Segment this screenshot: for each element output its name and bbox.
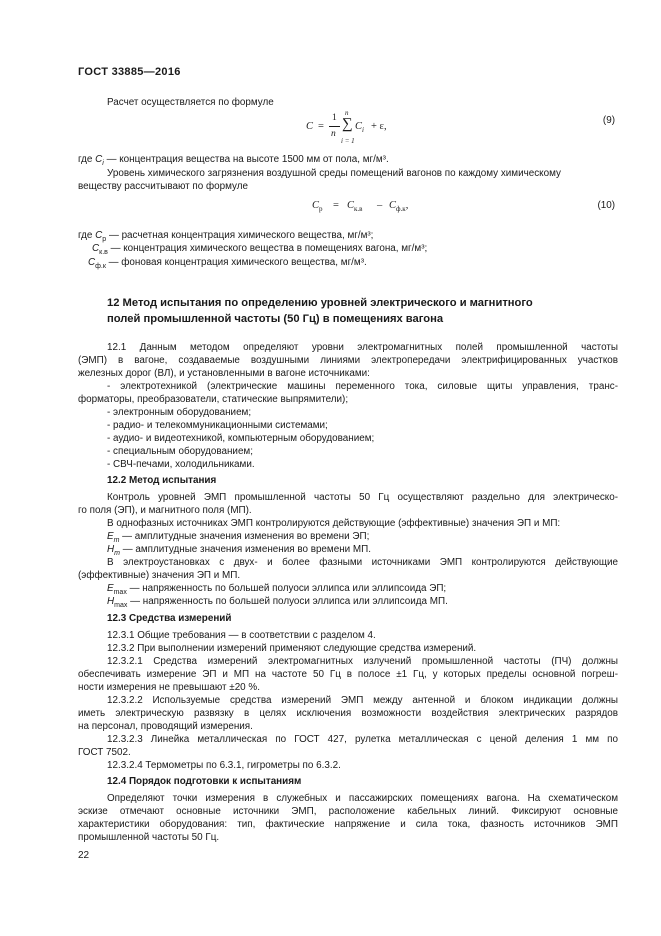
subsection-12-3-title: 12.3 Средства измерений: [107, 613, 232, 624]
formula-lead-text: Расчет осуществляется по формуле: [107, 97, 274, 108]
p12-3-line: 12.3.2.1 Средства измерений электромагнитных излучений промышленной частоты (ПЧ) должны: [107, 656, 618, 667]
list-item: - радио- и телекоммуникационными системами;: [107, 420, 328, 431]
p12-3-line: 12.3.2 При выполнении измерений применяют следующие средства измерений.: [107, 643, 477, 654]
p12-3-line: иметь электрическую развязку в целях исключения возможности воздействия электрических разрядов: [78, 708, 618, 719]
list-item: - аудио- и видеотехникой, компьютерным оборудованием;: [107, 433, 375, 444]
equation-number-9: (9): [602, 115, 615, 126]
chem-paragraph-line: веществу рассчитывают по формуле: [78, 181, 248, 192]
where-10-item: $C_{к.в}$ — концентрация химического вещества в помещениях вагона, мг/м³;: [92, 243, 428, 256]
p12-2-line: (эффективные) значения ЭП и МП.: [78, 570, 241, 581]
where-10-item: где $C_р$ — расчетная концентрация химического вещества, мг/м³;: [78, 230, 374, 243]
document-header: ГОСТ 33885—2016: [78, 66, 181, 78]
section-12-title: 12 Метод испытания по определению уровней электрического и магнитного: [107, 297, 533, 309]
chem-paragraph-line: Уровень химического загрязнения воздушной среды помещений вагонов по каждому химическому: [107, 168, 561, 179]
list-item: - электронным оборудованием;: [107, 407, 252, 418]
where-9: где $C_i$ — концентрация вещества на высоте 1500 мм от пола, мг/м³.: [78, 154, 389, 167]
hmax-definition: $H_{max}$ — напряженность по большей полуоси эллипса или эллипсоида МП.: [107, 596, 448, 609]
emax-definition: $E_{max}$ — напряженность по большей полуоси эллипса или эллипсоида ЭП;: [107, 583, 447, 596]
p12-3-line: 12.3.1 Общие требования — в соответствии с разделом 4.: [107, 630, 376, 641]
p12-2-line: В электроустановках с двух- и более фазными источниками ЭМП контролируются действующие: [107, 557, 618, 568]
em-definition: $E_m$ — амплитудные значения изменения во времени ЭП;: [107, 531, 370, 544]
p12-1-line: - электротехникой (электрические машины переменного тока, силовые щиты управления, транс-: [107, 381, 618, 392]
p12-4-line: характеристики оборудования: тип, фактические напряжение и сила тока, фазность источников ЭМП: [78, 819, 618, 830]
where-10-item: $C_{ф.к}$ — фоновая концентрация химического вещества, мг/м³.: [88, 257, 367, 270]
section-12-title: полей промышленной частоты (50 Гц) в помещениях вагона: [107, 313, 444, 325]
p12-2-line: Контроль уровней ЭМП промышленной частоты 50 Гц осуществляют раздельно для электрическо-: [107, 492, 618, 503]
p12-4-line: эскизе отмечают основные источники ЭМП, расположение кабельных линий. Фиксируют основные: [78, 806, 618, 817]
p12-4-line: промышленной частоты 50 Гц.: [78, 832, 220, 843]
p12-3-line: на персонал, проводящий измерения.: [78, 721, 253, 732]
list-item: - специальным оборудованием;: [107, 446, 253, 457]
document-page: ГОСТ 33885—2016 Расчет осуществляется по формуле C = 1 n ∑ n i = 1 $C_i$ + ε, (9) где $C_i$ — концентрация вещества на высоте 1500 мм от пола, мг/м³. Уровень химического загрязнения воздушной среды помещений вагонов по каждому химическому веществу рассчитывают по формуле $C_р$ = $C_{к.в}$ – $C_{ф.к}$, (10) где $C_р$ — расчетная концентрация химического вещества, мг/м³; $C_{к.в}$ — концентрация химического вещества в помещениях вагона, мг/м³; $C_{ф.к}$ — фоновая концентрация химического вещества, мг/м³. 12 Метод испытания по определению уровней электрического и магнитного полей промышленной частоты (50 Гц) в помещениях вагона 12.1 Данным методом определяют уровни электромагнитных полей промышленной частоты (ЭМП) в вагоне, создаваемые воздушными линиями электропередачи электрифицированных участков железных дорог (ВЛ), и установленными в вагоне источниками: - электротехникой (электрические машины переменного тока, силовые щиты управления, транс- форматоры, преобразователи, статические выпрямители); - электронным оборудованием; - радио- и телекоммуникационными системами; - аудио- и видеотехникой, компьютерным оборудованием; - специальным оборудованием; - СВЧ-печами, холодильниками. 12.2 Метод испытания Контроль уровней ЭМП промышленной частоты 50 Гц осуществляют раздельно для электрическо- го поля (ЭП), и магнитного поля (МП). В однофазных источниках ЭМП контролируются действующие (эффективные) значения ЭП и МП: $E_m$ — амплитудные значения изменения во времени ЭП; $H_m$ — амплитудные значения изменения во времени МП. В электроустановках с двух- и более фазными источниками ЭМП контролируются действующие (эффективные) значения ЭП и МП. $E_{max}$ — напряженность по большей полуоси эллипса или эллипсоида ЭП; $H_{max}$ — напряженность по большей полуоси эллипса или эллипсоида МП. 12.3 Средства измерений 12.3.1 Общие требования — в соответствии с разделом 4. 12.3.2 При выполнении измерений применяют следующие средства измерений. 12.3.2.1 Средства измерений электромагнитных излучений промышленной частоты (ПЧ) должны обеспечивать измерение ЭП и МП на частоте 50 Гц в полосе ±1 Гц, у которых пределы основной погреш- ности измерения не превышают ±20 %. 12.3.2.2 Используемые средства измерений ЭМП между антенной и блоком индикации должны иметь электрическую развязку в целях исключения возможности воздействия электрических разрядов на персонал, проводящий измерения. 12.3.2.3 Линейка металлическая по ГОСТ 427, рулетка металлическая с ценой деления 1 мм по ГОСТ 7502. 12.3.2.4 Термометры по 6.3.1, гигрометры по 6.3.2. 12.4 Порядок подготовки к испытаниям Определяют точки измерения в служебных и пассажирских помещениях вагона. На схематическом эскизе отмечают основные источники ЭМП, расположение кабельных линий. Фиксируют основные характеристики оборудования: тип, фактические напряжение и сила тока, фазность источников ЭМП промышленной частоты 50 Гц. 22: [0, 0, 661, 936]
list-item: - СВЧ-печами, холодильниками.: [107, 459, 255, 470]
p12-3-line: обеспечивать измерение ЭП и МП на частоте 50 Гц в полосе ±1 Гц, у которых пределы основной погреш-: [78, 669, 618, 680]
p12-1-line: (ЭМП) в вагоне, создаваемые воздушными линиями электропередачи электрифицированных участков: [78, 355, 618, 366]
equation-number-10: (10): [597, 200, 615, 211]
p12-2-line: В однофазных источниках ЭМП контролируются действующие (эффективные) значения ЭП и МП:: [107, 518, 561, 529]
hm-definition: $H_m$ — амплитудные значения изменения во времени МП.: [107, 544, 371, 557]
p12-3-line: ГОСТ 7502.: [78, 747, 131, 758]
p12-4-line: Определяют точки измерения в служебных и пассажирских помещениях вагона. На схематическом: [107, 793, 618, 804]
p12-3-line: ности измерения не превышают ±20 %.: [78, 682, 260, 693]
p12-1-line: 12.1 Данным методом определяют уровни электромагнитных полей промышленной частоты: [107, 342, 618, 353]
p12-3-line: 12.3.2.4 Термометры по 6.3.1, гигрометры по 6.3.2.: [107, 760, 341, 771]
p12-3-line: 12.3.2.2 Используемые средства измерений ЭМП между антенной и блоком индикации должны: [107, 695, 618, 706]
p12-1-line: форматоры, преобразователи, статические выпрямители);: [78, 394, 349, 405]
p12-2-line: го поля (ЭП), и магнитного поля (МП).: [78, 505, 252, 516]
subsection-12-2-title: 12.2 Метод испытания: [107, 475, 217, 486]
p12-1-line: железных дорог (ВЛ), и установленными в вагоне источниками:: [78, 368, 370, 379]
p12-3-line: 12.3.2.3 Линейка металлическая по ГОСТ 427, рулетка металлическая с ценой деления 1 мм по: [107, 734, 618, 745]
subsection-12-4-title: 12.4 Порядок подготовки к испытаниям: [107, 776, 302, 787]
page-number: 22: [78, 850, 90, 861]
